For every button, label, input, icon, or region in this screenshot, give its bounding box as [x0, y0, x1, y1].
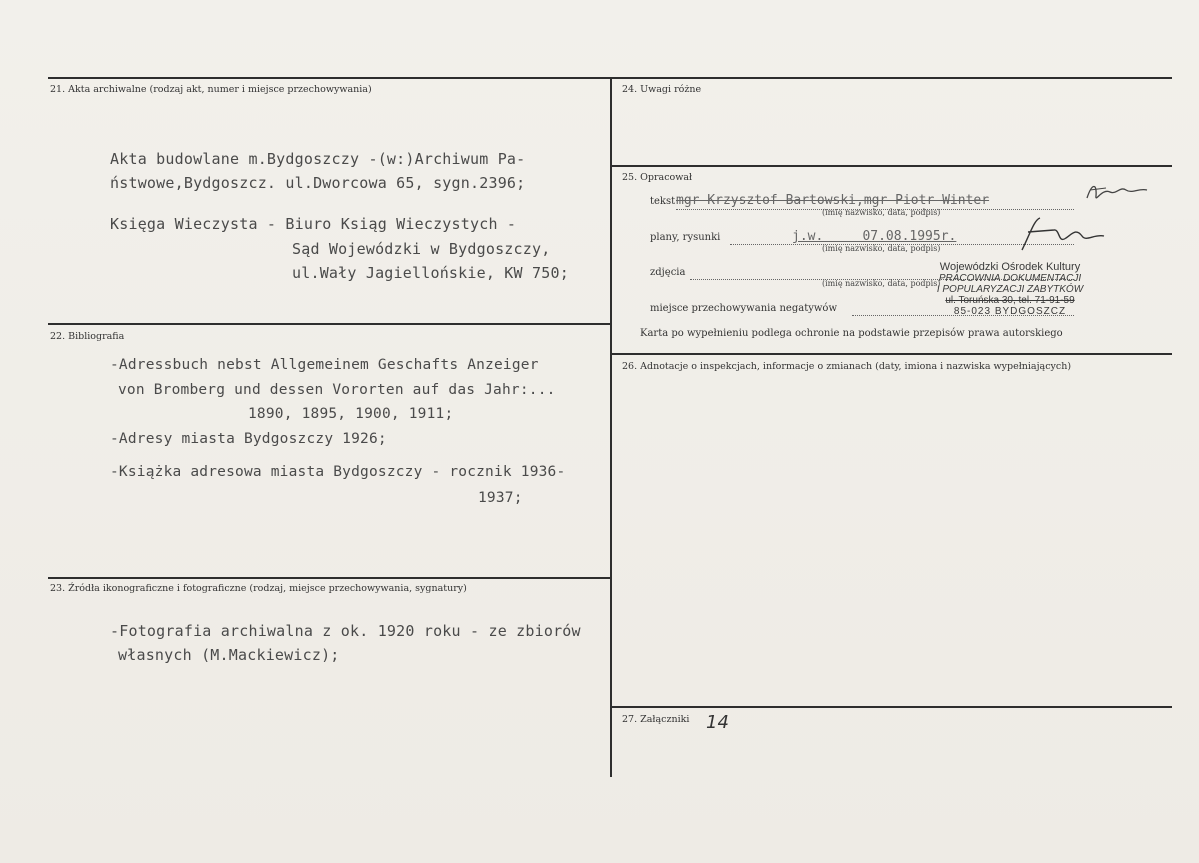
rule-21-22: [48, 323, 610, 325]
institution-stamp: [900, 261, 1120, 317]
section-22-label: 22. Bibliografia: [50, 331, 125, 342]
stamp-line: I POPULARYZACJI ZABYTKÓW: [936, 284, 1084, 295]
plany-label: plany, rysunki: [650, 232, 721, 243]
section-21-label: 21. Akta archiwalne (rodzaj akt, numer i miejsce przechowywania): [50, 84, 372, 95]
rule-22-23: [48, 577, 610, 579]
plany-value: j.w. 07.08.1995r.: [792, 229, 957, 244]
top-rule-left: [48, 77, 610, 79]
rule-24-25: [612, 165, 1172, 167]
tekst-label: tekst: [650, 196, 676, 207]
section-23-line: -Fotografia archiwalna z ok. 1920 roku - ze zbiorów: [110, 622, 581, 640]
top-rule-right: [612, 77, 1172, 79]
stamp-line: Wojewódzki Ośrodek Kultury: [939, 261, 1081, 273]
section-21-line: Akta budowlane m.Bydgoszczy -(w:)Archiwum Pa-: [110, 150, 526, 168]
zdjecia-label: zdjęcia: [650, 267, 686, 278]
section-27-label: 27. Załączniki: [622, 714, 690, 725]
tekst-caption: (imię nazwisko, data, podpis): [822, 208, 941, 217]
negatywy-label: miejsce przechowywania negatywów: [650, 303, 837, 314]
signature-tekst: [1082, 178, 1152, 208]
section-22-line: -Adresy miasta Bydgoszczy 1926;: [110, 431, 387, 447]
stamp-line: ul. Toruńska 30, tel. 71-91-59: [945, 295, 1075, 306]
section-21-line: Księga Wieczysta - Biuro Ksiąg Wieczystych -: [110, 215, 517, 233]
section-22-line: -Adressbuch nebst Allgemeinem Geschafts Anzeiger: [110, 357, 539, 373]
center-divider: [610, 77, 612, 777]
rule-25-26: [612, 353, 1172, 355]
section-21-line: Sąd Wojewódzki w Bydgoszczy,: [292, 240, 551, 258]
section-27-value: 14: [706, 712, 729, 733]
section-24-label: 24. Uwagi różne: [622, 84, 702, 95]
zdjecia-caption: (imię nazwisko, data, podpis): [822, 279, 941, 288]
plany-caption: (imię nazwisko, data, podpis): [822, 244, 941, 253]
stamp-line: PRACOWNIA DOKUMENTACJI: [938, 273, 1082, 284]
section-22-line: -Książka adresowa miasta Bydgoszczy - rocznik 1936-: [110, 464, 566, 480]
section-21-line: ństwowe,Bydgoszcz. ul.Dworcowa 65, sygn.2396;: [110, 174, 526, 192]
section-26-label: 26. Adnotacje o inspekcjach, informacje o zmianach (daty, imiona i nazwiska wypełniających): [622, 361, 1072, 372]
section-22-line: 1890, 1895, 1900, 1911;: [248, 406, 454, 422]
section-22-line: 1937;: [478, 490, 523, 506]
section-23-label: 23. Źródła ikonograficzne i fotograficzne (rodzaj, miejsce przechowywania, sygnatury): [50, 583, 467, 594]
copyright-note: Karta po wypełnieniu podlega ochronie na podstawie przepisów prawa autorskiego: [640, 328, 1063, 339]
section-22-line: von Bromberg und dessen Vororten auf das Jahr:...: [118, 382, 556, 398]
signature-plany: [1010, 214, 1110, 254]
stamp-line: 85-023 BYDGOSZCZ: [953, 306, 1067, 317]
section-21-line: ul.Wały Jagiellońskie, KW 750;: [292, 264, 569, 282]
section-25-label: 25. Opracował: [622, 172, 693, 183]
tekst-value: mgr Krzysztof Bartowski,mgr Piotr Winter: [676, 193, 990, 208]
rule-26-27: [612, 706, 1172, 708]
section-23-line: własnych (M.Mackiewicz);: [118, 646, 340, 664]
